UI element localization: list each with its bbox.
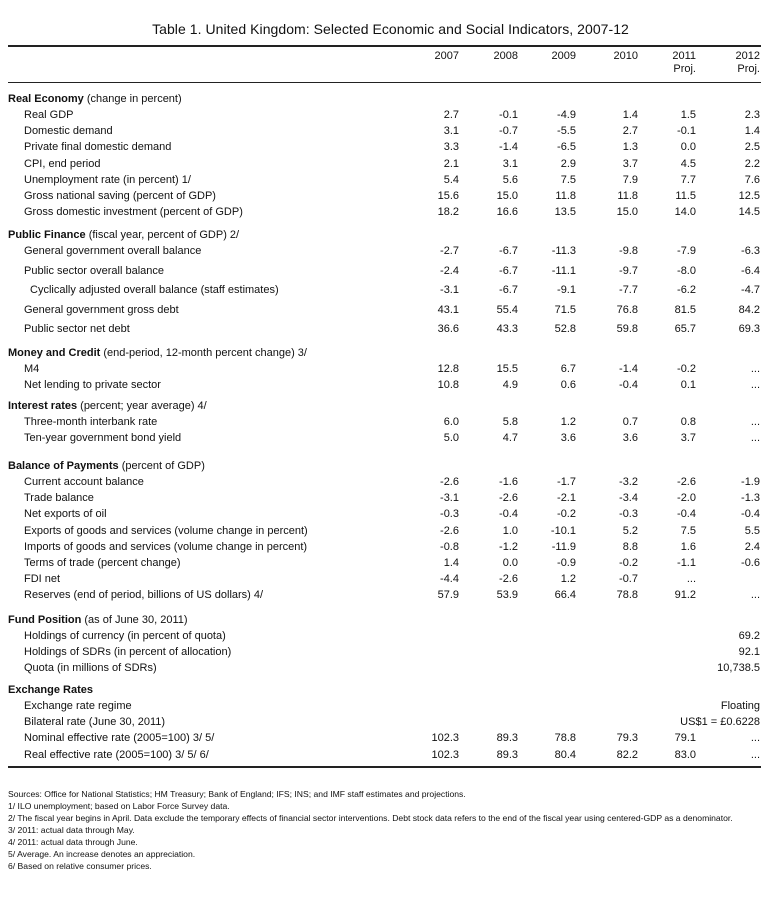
table-cell: -11.1 xyxy=(551,264,576,277)
table-cell: 0.7 xyxy=(622,416,638,428)
table-cell: ... xyxy=(750,379,760,392)
table-cell: ... xyxy=(750,589,760,602)
section-heading xyxy=(0,613,781,627)
footnote: 6/ Based on relative consumer prices. xyxy=(8,861,152,871)
table-title: Table 1. United Kingdom: Selected Economic and Social Indicators, 2007-12 xyxy=(152,21,629,37)
table-cell: 2.5 xyxy=(744,141,760,154)
row-label: Holdings of currency (in percent of quota) xyxy=(24,630,226,642)
table-row xyxy=(0,507,781,521)
table-cell: 14.0 xyxy=(674,206,696,219)
table-cell: 79.3 xyxy=(616,732,638,745)
table-cell: 2.7 xyxy=(443,109,459,121)
table-cell: 18.2 xyxy=(437,206,459,219)
table-cell: 92.1 xyxy=(738,646,760,659)
table-cell: ... xyxy=(750,732,760,745)
table-row xyxy=(0,244,781,258)
table-cell: 6.0 xyxy=(443,416,459,428)
table-cell: 2.4 xyxy=(744,540,760,553)
table-cell: 102.3 xyxy=(431,748,459,761)
table-cell: 15.6 xyxy=(437,190,459,202)
table-row xyxy=(0,415,781,429)
table-cell: 3.6 xyxy=(560,432,576,445)
table-row xyxy=(0,283,781,297)
table-cell: -7.9 xyxy=(677,245,696,257)
table-cell: 5.2 xyxy=(622,524,638,537)
table-row xyxy=(0,491,781,505)
row-label: Exchange rate regime xyxy=(24,700,132,712)
table-cell: -2.4 xyxy=(440,264,459,277)
table-row xyxy=(0,108,781,122)
table-row xyxy=(0,572,781,586)
table-row xyxy=(0,264,781,278)
table-cell: -3.1 xyxy=(440,284,459,297)
table-cell: 13.5 xyxy=(554,206,576,219)
table-row xyxy=(0,140,781,154)
footnote: 5/ Average. An increase denotes an appreciation. xyxy=(8,849,196,859)
table-cell: 0.0 xyxy=(502,557,518,569)
table-cell: -0.8 xyxy=(440,540,459,553)
table-row xyxy=(0,748,781,762)
table-cell: 5.5 xyxy=(744,524,760,537)
row-label: Quota (in millions of SDRs) xyxy=(24,662,157,675)
row-label: Private final domestic demand xyxy=(24,141,172,154)
table-cell: 4.7 xyxy=(502,432,518,445)
table-cell: 69.2 xyxy=(738,630,760,642)
section-note: (percent of GDP) xyxy=(118,460,205,472)
table-cell: 1.3 xyxy=(622,141,638,154)
table-cell: ... xyxy=(750,748,760,761)
table-cell: 12.5 xyxy=(738,190,760,202)
section-title: Real Economy xyxy=(8,93,84,105)
table-cell: 91.2 xyxy=(674,589,696,602)
table-cell: -0.4 xyxy=(741,508,760,521)
table-row xyxy=(0,645,781,659)
table-cell: US$1 = £0.6228 xyxy=(680,716,760,729)
table-cell: 12.8 xyxy=(437,363,459,375)
table-cell: 55.4 xyxy=(496,303,518,316)
table-cell: 3.6 xyxy=(622,432,638,445)
table-cell: -0.1 xyxy=(499,109,518,121)
table-row xyxy=(0,699,781,713)
table-cell: 82.2 xyxy=(616,748,638,761)
column-header: 2011 Proj. xyxy=(672,50,696,75)
table-cell: -1.4 xyxy=(499,141,518,154)
table-row xyxy=(0,189,781,203)
table-cell: ... xyxy=(686,573,696,586)
table-cell: -6.7 xyxy=(499,264,518,277)
table-cell: -6.2 xyxy=(677,284,696,297)
row-label: Ten-year government bond yield xyxy=(24,432,182,445)
table-cell: 7.5 xyxy=(560,173,576,186)
table-cell: 2.2 xyxy=(744,157,760,170)
table-row xyxy=(0,173,781,187)
table-cell: -2.6 xyxy=(440,524,459,537)
row-label: Imports of goods and services (volume change in percent) xyxy=(24,540,308,553)
table-cell: 65.7 xyxy=(674,323,696,336)
table-cell: -2.6 xyxy=(499,573,518,586)
table-cell: 7.7 xyxy=(680,173,696,186)
table-row xyxy=(0,431,781,445)
table-cell: ... xyxy=(750,363,760,375)
table-cell: -2.7 xyxy=(440,245,459,257)
table-row xyxy=(0,378,781,392)
table-row xyxy=(0,524,781,538)
table-cell: 0.0 xyxy=(680,141,696,154)
column-header: 2012 Proj. xyxy=(735,50,760,75)
section-title: Fund Position xyxy=(8,614,82,626)
table-cell: -8.0 xyxy=(677,264,696,277)
table-row xyxy=(0,731,781,745)
table-cell: 0.1 xyxy=(680,379,696,392)
table-cell: 83.0 xyxy=(674,748,696,761)
table-cell: 2.7 xyxy=(622,125,638,138)
table-cell: -11.9 xyxy=(551,540,576,553)
table-cell: 1.2 xyxy=(560,416,576,428)
table-cell: 5.4 xyxy=(443,173,459,186)
table-row xyxy=(0,303,781,317)
table-cell: -0.1 xyxy=(677,125,696,138)
table-cell: -1.6 xyxy=(499,476,518,488)
row-label: Three-month interbank rate xyxy=(24,416,158,428)
table-cell: -1.4 xyxy=(619,363,638,375)
table-cell: ... xyxy=(750,432,760,445)
table-cell: 2.9 xyxy=(560,157,576,170)
table-cell: -6.3 xyxy=(741,245,760,257)
table-cell: -9.1 xyxy=(557,284,576,297)
table-cell: 79.1 xyxy=(674,732,696,745)
table-cell: -11.3 xyxy=(551,245,576,257)
table-row xyxy=(0,588,781,602)
row-label: Nominal effective rate (2005=100) 3/ 5/ xyxy=(24,732,215,745)
table-cell: -6.4 xyxy=(741,264,760,277)
table-cell: 5.8 xyxy=(502,416,518,428)
table-cell: 15.0 xyxy=(496,190,518,202)
table-cell: -0.2 xyxy=(677,363,696,375)
section-note: (as of June 30, 2011) xyxy=(81,614,188,626)
table-cell: -1.2 xyxy=(499,540,518,553)
table-row xyxy=(0,157,781,171)
table-cell: 5.6 xyxy=(502,173,518,186)
table-cell: 1.4 xyxy=(744,125,760,138)
section-heading xyxy=(0,228,781,242)
table-cell: 6.7 xyxy=(560,363,576,375)
table-cell: -7.7 xyxy=(619,284,638,297)
table-cell: -9.8 xyxy=(619,245,638,257)
row-label: Real GDP xyxy=(24,109,74,121)
row-label: Holdings of SDRs (in percent of allocation) xyxy=(24,646,232,659)
row-label: Unemployment rate (in percent) 1/ xyxy=(24,173,191,186)
table-cell: 52.8 xyxy=(554,323,576,336)
table-cell: 2.3 xyxy=(744,109,760,121)
table-cell: 7.6 xyxy=(744,173,760,186)
table-cell: 89.3 xyxy=(496,748,518,761)
row-label: Real effective rate (2005=100) 3/ 5/ 6/ xyxy=(24,748,209,761)
column-header: 2010 xyxy=(613,50,638,62)
table-cell: 8.8 xyxy=(622,540,638,553)
table-cell: 78.8 xyxy=(554,732,576,745)
table-cell: 1.5 xyxy=(680,109,696,121)
section-heading xyxy=(0,399,781,413)
footnote: 3/ 2011: actual data through May. xyxy=(8,825,135,835)
column-header: 2008 xyxy=(493,50,518,62)
footnote: Sources: Office for National Statistics; HM Treasury; Bank of England; IFS; INS; and IMF staff estimates and projections. xyxy=(8,789,466,799)
table-row xyxy=(0,362,781,376)
table-cell: -3.4 xyxy=(619,492,638,505)
section-note: (change in percent) xyxy=(83,93,182,105)
table-cell: -0.3 xyxy=(619,508,638,521)
table-cell: 102.3 xyxy=(431,732,459,745)
table-row xyxy=(0,629,781,643)
table-cell: 3.7 xyxy=(622,157,638,170)
table-cell: 3.3 xyxy=(443,141,459,154)
table-cell: 53.9 xyxy=(496,589,518,602)
table-cell: ... xyxy=(750,416,760,428)
table-cell: 15.0 xyxy=(616,206,638,219)
table-cell: 69.3 xyxy=(738,323,760,336)
table-row xyxy=(0,556,781,570)
row-label: FDI net xyxy=(24,573,61,586)
row-label: General government overall balance xyxy=(24,245,202,257)
table-cell: -0.7 xyxy=(619,573,638,586)
row-label: General government gross debt xyxy=(24,303,179,316)
table-cell: -0.6 xyxy=(741,557,760,569)
table-cell: -0.3 xyxy=(440,508,459,521)
footnotes xyxy=(8,788,768,872)
table-cell: -0.7 xyxy=(499,125,518,138)
table-cell: -3.1 xyxy=(440,492,459,505)
section-note: (end-period, 12-month percent change) 3/ xyxy=(100,347,307,359)
table-cell: -1.9 xyxy=(741,476,760,488)
row-label: Cyclically adjusted overall balance (staff estimates) xyxy=(30,284,279,297)
table-cell: -4.9 xyxy=(557,109,576,121)
table-cell: -1.3 xyxy=(741,492,760,505)
table-cell: 16.6 xyxy=(496,206,518,219)
table-row xyxy=(0,124,781,138)
table-cell: -9.7 xyxy=(619,264,638,277)
table-cell: -4.4 xyxy=(440,573,459,586)
table-cell: 43.1 xyxy=(437,303,459,316)
footnote: 2/ The fiscal year begins in April. Data exclude the temporary effects of financial sector interventions. Debt stock data refers to the end of the fiscal year using centered-GDP as a denominator. xyxy=(8,813,733,823)
table-cell: 81.5 xyxy=(674,303,696,316)
row-label: Current account balance xyxy=(24,476,144,488)
table-cell: -2.6 xyxy=(499,492,518,505)
table-row xyxy=(0,322,781,336)
row-label: Public sector overall balance xyxy=(24,264,165,277)
table-cell: -1.7 xyxy=(557,476,576,488)
table-cell: 5.0 xyxy=(443,432,459,445)
table-cell: 43.3 xyxy=(496,323,518,336)
column-header: 2009 xyxy=(551,50,576,62)
table-cell: 1.6 xyxy=(680,540,696,553)
table-cell: 4.9 xyxy=(502,379,518,392)
table-cell: 11.5 xyxy=(675,190,696,202)
table-cell: -5.5 xyxy=(557,125,576,138)
table-cell: 80.4 xyxy=(554,748,576,761)
section-title: Public Finance xyxy=(8,229,86,241)
table-cell: -10.1 xyxy=(550,524,576,537)
table-cell: -6.5 xyxy=(557,141,576,154)
row-label: CPI, end period xyxy=(24,157,101,170)
table-cell: -0.2 xyxy=(557,508,576,521)
row-label: Terms of trade (percent change) xyxy=(24,557,181,569)
table-cell: 10,738.5 xyxy=(717,662,760,675)
row-label: Net lending to private sector xyxy=(24,379,161,392)
table-row xyxy=(0,715,781,729)
table-row xyxy=(0,475,781,489)
table-row xyxy=(0,661,781,675)
table-cell: 7.9 xyxy=(622,173,638,186)
table-cell: -6.7 xyxy=(499,245,518,257)
table-cell: 89.3 xyxy=(496,732,518,745)
table-cell: 7.5 xyxy=(680,524,696,537)
section-heading xyxy=(0,459,781,473)
section-title: Balance of Payments xyxy=(8,460,119,472)
table-cell: 84.2 xyxy=(738,303,760,316)
section-note: (fiscal year, percent of GDP) 2/ xyxy=(85,229,240,241)
row-label: Public sector net debt xyxy=(24,323,130,336)
table-cell: -2.0 xyxy=(677,492,696,505)
table-cell: 36.6 xyxy=(437,323,459,336)
table-cell: 1.4 xyxy=(622,109,638,121)
section-note: (percent; year average) 4/ xyxy=(77,400,207,412)
row-label: Bilateral rate (June 30, 2011) xyxy=(24,716,166,729)
table-cell: 2.1 xyxy=(443,157,459,170)
table-cell: 78.8 xyxy=(616,589,638,602)
table-cell: -2.1 xyxy=(557,492,576,505)
table-cell: 3.1 xyxy=(502,157,518,170)
section-heading xyxy=(0,346,781,360)
table-cell: 1.2 xyxy=(560,573,576,586)
table-cell: -0.9 xyxy=(557,557,576,569)
table-cell: 14.5 xyxy=(738,206,760,219)
row-label: M4 xyxy=(24,363,40,375)
section-title: Exchange Rates xyxy=(8,684,93,696)
table-cell: -2.6 xyxy=(440,476,459,488)
table-cell: 11.8 xyxy=(617,190,638,202)
table-row xyxy=(0,540,781,554)
table-cell: -2.6 xyxy=(677,476,696,488)
footnote: 4/ 2011: actual data through June. xyxy=(8,837,138,847)
table-cell: 66.4 xyxy=(554,589,576,602)
section-heading xyxy=(0,683,781,697)
table-cell: -6.7 xyxy=(499,284,518,297)
table-cell: -0.4 xyxy=(677,508,696,521)
section-title: Interest rates xyxy=(8,400,78,412)
row-label: Exports of goods and services (volume change in percent) xyxy=(24,524,308,537)
row-label: Gross national saving (percent of GDP) xyxy=(24,190,216,202)
row-label: Domestic demand xyxy=(24,125,113,138)
table-cell: 71.5 xyxy=(554,303,576,316)
table-cell: 15.5 xyxy=(496,363,518,375)
table-cell: -0.2 xyxy=(619,557,638,569)
table-cell: 59.8 xyxy=(616,323,638,336)
table-row xyxy=(0,205,781,219)
table-cell: -3.2 xyxy=(619,476,638,488)
bottom-rule xyxy=(8,766,761,768)
table-cell: -0.4 xyxy=(619,379,638,392)
table-cell: -4.7 xyxy=(741,284,760,297)
footnote: 1/ ILO unemployment; based on Labor Force Survey data. xyxy=(8,801,230,811)
table-cell: 1.4 xyxy=(443,557,459,569)
table-cell: 0.8 xyxy=(680,416,696,428)
table-cell: 57.9 xyxy=(437,589,459,602)
table-cell: -1.1 xyxy=(677,557,696,569)
section-title: Money and Credit xyxy=(8,347,101,359)
table-cell: Floating xyxy=(720,700,760,712)
row-label: Gross domestic investment (percent of GDP) xyxy=(24,206,243,219)
section-heading xyxy=(0,92,781,106)
row-label: Net exports of oil xyxy=(24,508,107,521)
table-cell: 76.8 xyxy=(616,303,638,316)
table-cell: -0.4 xyxy=(499,508,518,521)
table-cell: 4.5 xyxy=(680,157,696,170)
table-cell: 11.8 xyxy=(555,190,576,202)
column-header: 2007 xyxy=(434,50,459,62)
table-cell: 10.8 xyxy=(437,379,459,392)
table-cell: 0.6 xyxy=(560,379,576,392)
table-cell: 3.7 xyxy=(680,432,696,445)
row-label: Reserves (end of period, billions of US dollars) 4/ xyxy=(24,589,264,602)
row-label: Trade balance xyxy=(24,492,94,505)
table-cell: 3.1 xyxy=(443,125,459,138)
table-cell: 1.0 xyxy=(502,524,518,537)
